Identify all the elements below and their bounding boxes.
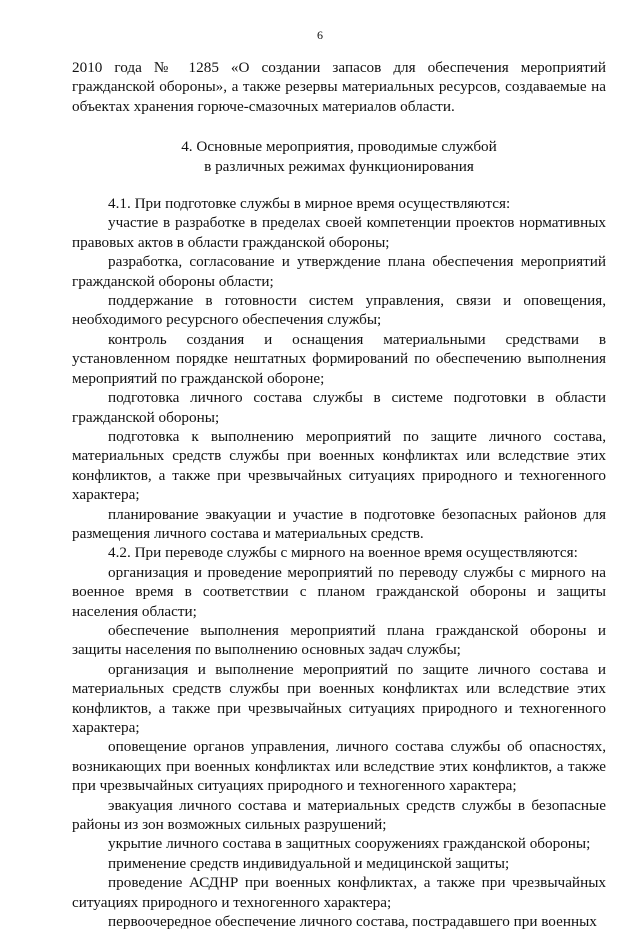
paragraph-4-1: 4.1. При подготовке службы в мирное время осуществляются: (108, 195, 511, 213)
paragraph: укрытие личного состава в защитных сооружениях гражданской обороны; (108, 835, 591, 853)
paragraph: участие в разработке в пределах своей компетенции проектов нормативных правовых актов в области гражданской обороны; (72, 214, 606, 251)
document-body (72, 58, 606, 931)
paragraph: организация и проведение мероприятий по переводу службы с мирного на военное время в соответствии с планом гражданской обороны и защиты населения области; (72, 563, 606, 620)
paragraph: подготовка личного состава службы в системе подготовки в области гражданской обороны; (72, 389, 606, 426)
section-heading (72, 137, 606, 176)
paragraph: контроль создания и оснащения материальными средствами в установленном порядке нештатных формирований по обеспечению выполнения мероприятий по гражданской обороне; (72, 330, 606, 387)
paragraph: организация и выполнение мероприятий по защите личного состава и материальных средств службы при военных конфликтах или вследствие этих конфликтов, а также при чрезвычайных ситуациях природного и техногенного характера; (72, 660, 606, 736)
paragraph: обеспечение выполнения мероприятий плана гражданской обороны и защиты населения по выполнению основных задач службы; (72, 621, 606, 659)
paragraph: 2010 года № 1285 «О создании запасов для обеспечения мероприятий гражданской обороны», а также резервы материальных ресурсов, создаваемые на объектах хранения горюче-смазочных материалов области. (72, 59, 606, 115)
section-heading-line-1: 4. Основные мероприятия, проводимые службой (181, 138, 497, 156)
paragraph: первоочередное обеспечение личного состава, пострадавшего при военных (108, 913, 597, 931)
paragraph: разработка, согласование и утверждение плана обеспечения мероприятий гражданской обороны области; (72, 253, 606, 290)
paragraph: поддержание в готовности систем управления, связи и оповещения, необходимого ресурсного обеспечения службы; (72, 292, 606, 329)
paragraph: применение средств индивидуальной и медицинской защиты; (108, 854, 510, 872)
paragraph: проведение АСДНР при военных конфликтах, а также при чрезвычайных ситуациях природного и техногенного характера; (72, 874, 606, 911)
paragraph: оповещение органов управления, личного состава службы об опасностях, возникающих при военных конфликтах или вследствие этих конфликтов, а также при чрезвычайных ситуациях природного и техногенного характера; (72, 738, 606, 795)
section-heading-line-2: в различных режимах функционирования (204, 157, 474, 175)
paragraph-4-2: 4.2. При переводе службы с мирного на военное время осуществляются: (108, 544, 578, 562)
paragraph: эвакуация личного состава и материальных средств службы в безопасные районы из зон возможных сильных разрушений; (72, 796, 606, 834)
paragraph: подготовка к выполнению мероприятий по защите личного состава, материальных средств службы при военных конфликтах или вследствие этих конфликтов, а также при чрезвычайных ситуациях природного и техногенного характера; (72, 427, 606, 504)
paragraph: планирование эвакуации и участие в подготовке безопасных районов для размещения личного состава и материальных средств. (72, 505, 606, 542)
page-number: 6 (317, 28, 323, 42)
